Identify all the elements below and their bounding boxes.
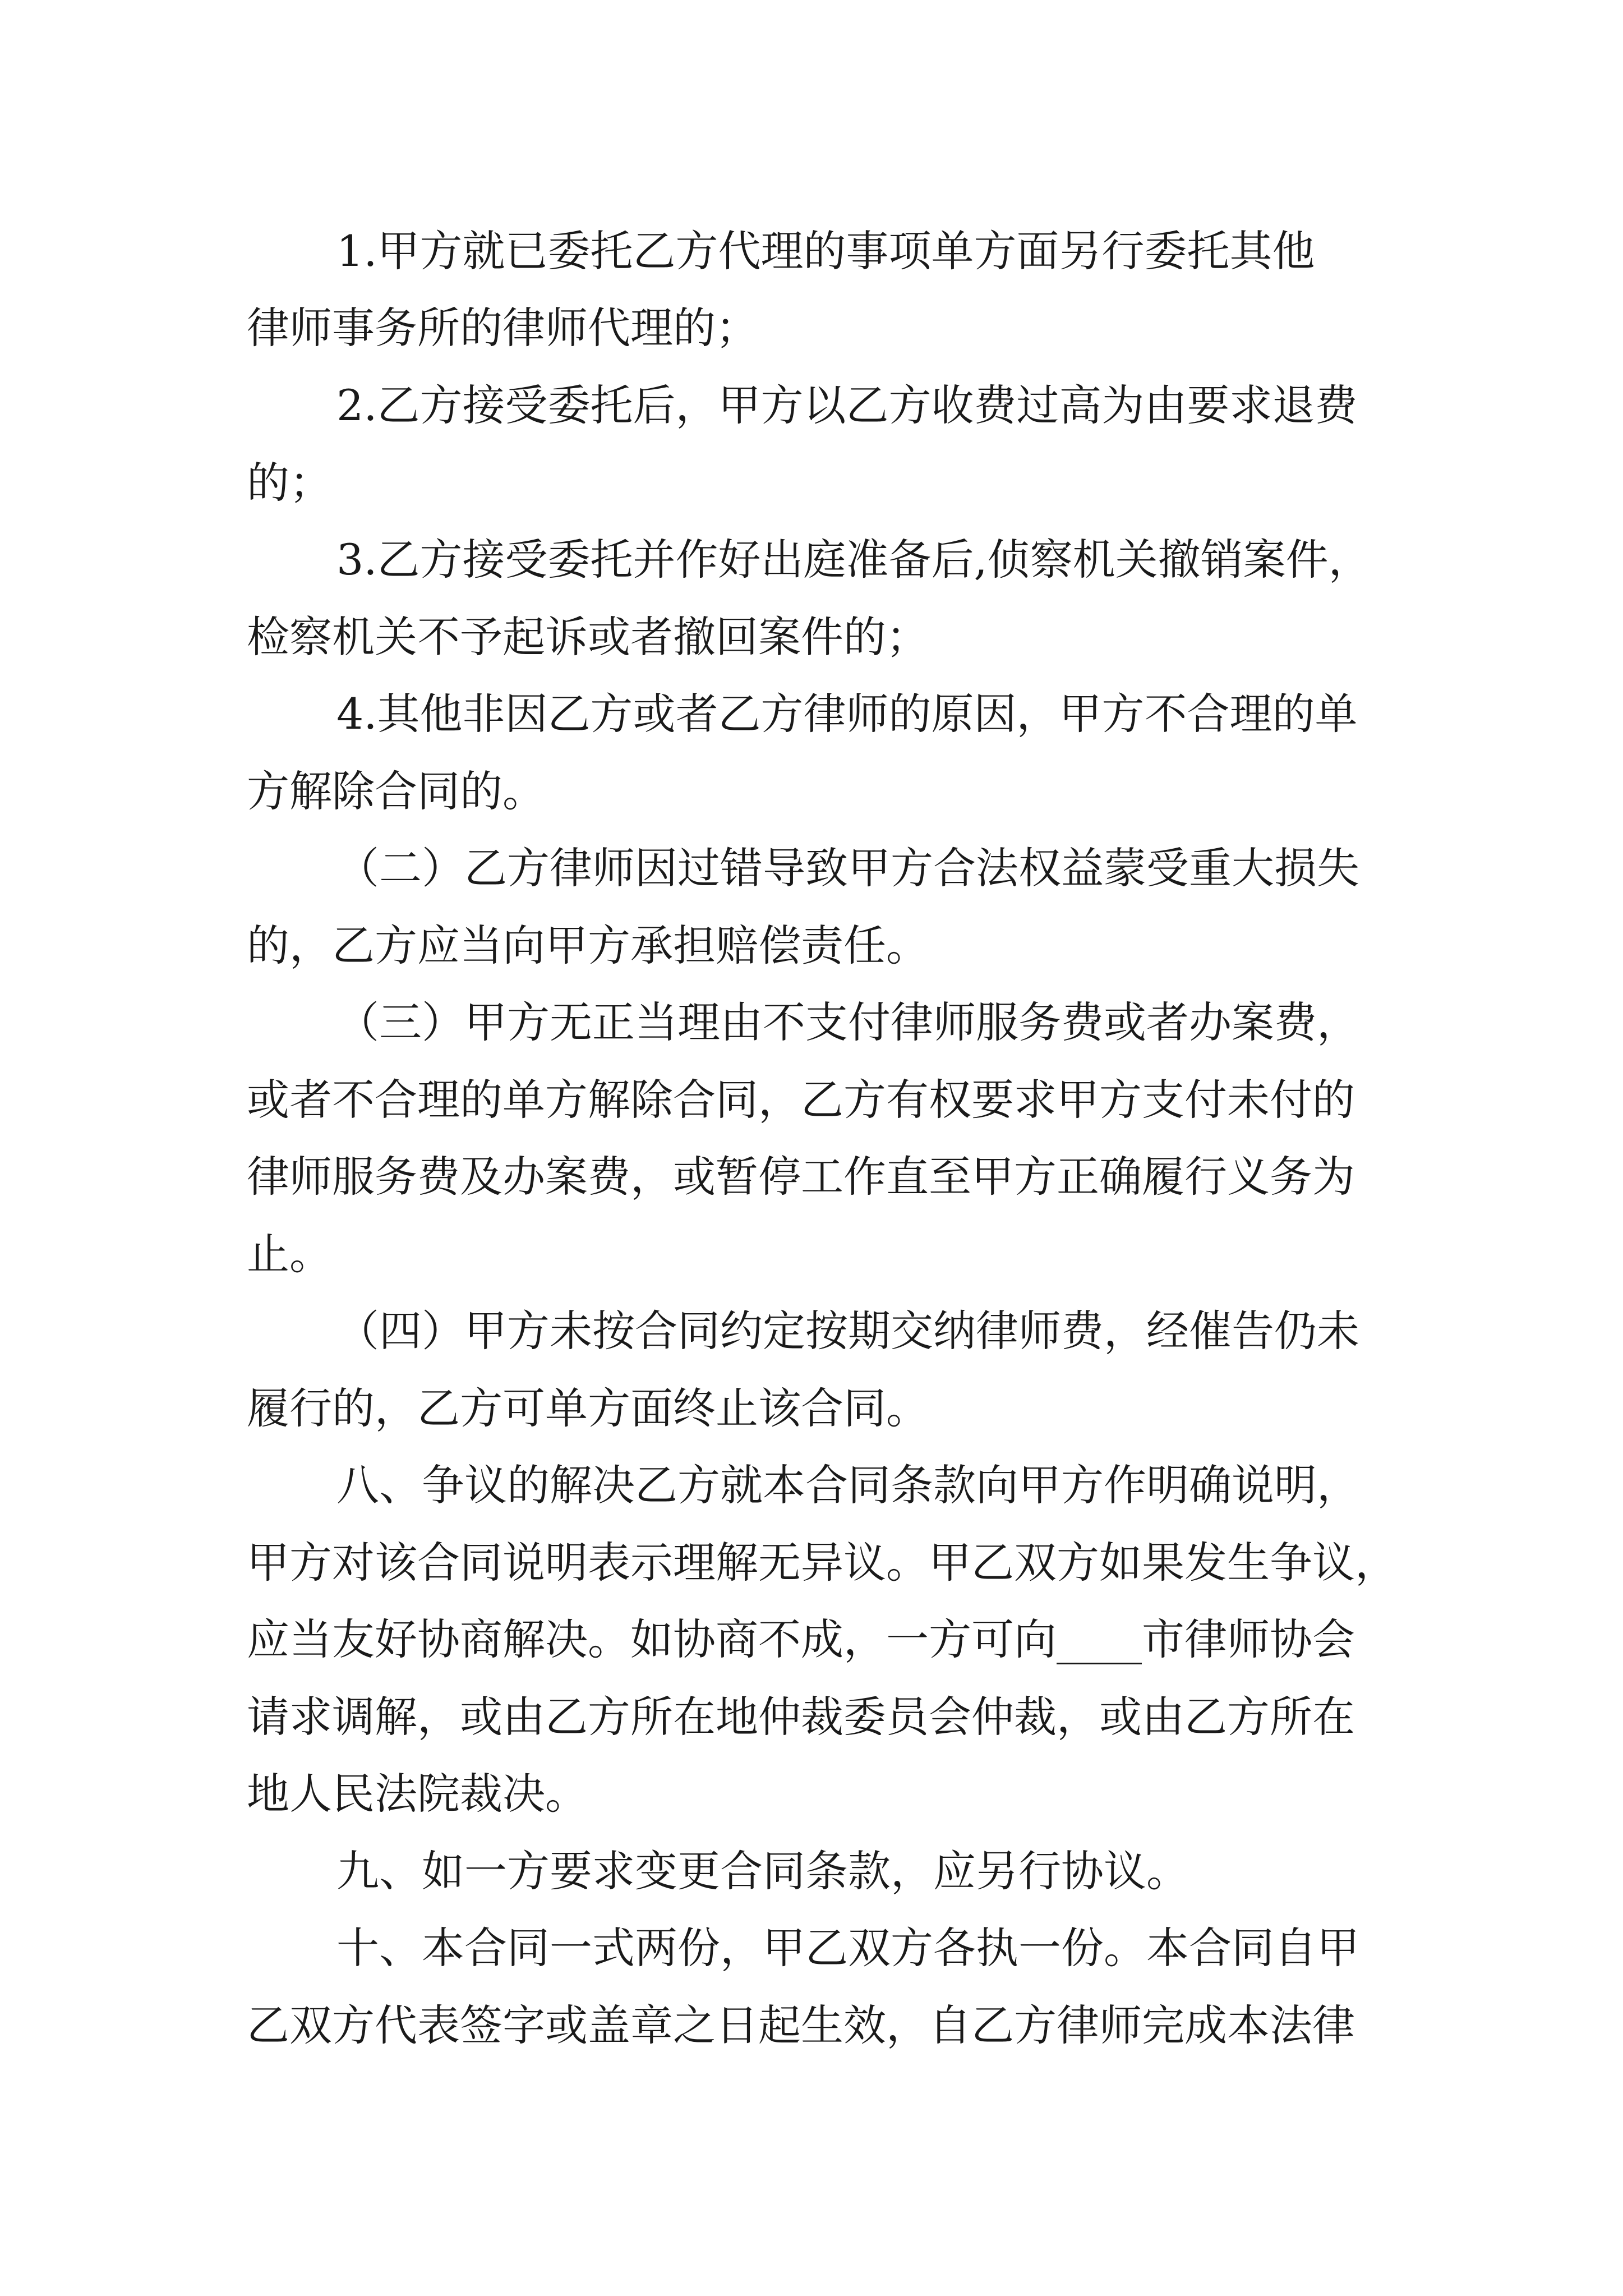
text-line-2: 律师事务所的律师代理的； — [247, 303, 758, 353]
text-line-6: 检察机关不予起诉或者撤回案件的； — [247, 612, 929, 662]
text-line-21: 地人民法院裁决。 — [247, 1769, 588, 1819]
text-line-3: 2.乙方接受委托后，甲方以乙方收费过高为由要求退费 — [336, 380, 1358, 430]
text-line-12: 或者不合理的单方解除合同，乙方有权要求甲方支付未付的 — [247, 1075, 1355, 1125]
text-line-13: 律师服务费及办案费，或暂停工作直至甲方正确履行义务为 — [247, 1152, 1355, 1202]
text-line-24: 乙双方代表签字或盖章之日起生效，自乙方律师完成本法律 — [247, 2000, 1355, 2050]
text-line-14: 止。 — [247, 1229, 332, 1279]
text-line-18: 甲方对该合同说明表示理解无异议。甲乙双方如果发生争议， — [247, 1538, 1398, 1588]
text-line-15: （四）甲方未按合同约定按期交纳律师费，经催告仍未 — [336, 1306, 1359, 1356]
text-line-1: 1.甲方就已委托乙方代理的事项单方面另行委托其他 — [336, 226, 1315, 276]
text-line-11: （三）甲方无正当理由不支付律师服务费或者办案费， — [336, 997, 1359, 1047]
text-line-5: 3.乙方接受委托并作好出庭准备后,侦察机关撤销案件， — [336, 535, 1371, 585]
text-line-9: （二）乙方律师因过错导致甲方合法权益蒙受重大损失 — [336, 843, 1359, 893]
text-line-20: 请求调解，或由乙方所在地仲裁委员会仲裁，或由乙方所在 — [247, 1692, 1355, 1742]
text-line-23: 十、本合同一式两份，甲乙双方各执一份。本合同自甲 — [336, 1923, 1359, 1973]
text-line-22: 九、如一方要求变更合同条款，应另行协议。 — [336, 1846, 1189, 1896]
text-line-7: 4.其他非因乙方或者乙方律师的原因，甲方不合理的单 — [336, 689, 1358, 739]
text-line-16: 履行的，乙方可单方面终止该合同。 — [247, 1383, 929, 1433]
text-line-8: 方解除合同的。 — [247, 766, 545, 816]
text-line-19: 应当友好协商解决。如协商不成，一方可向____市律师协会 — [247, 1614, 1355, 1664]
text-line-10: 的，乙方应当向甲方承担赔偿责任。 — [247, 921, 929, 970]
text-line-17: 八、争议的解决乙方就本合同条款向甲方作明确说明， — [336, 1460, 1359, 1510]
text-line-4: 的； — [247, 458, 332, 508]
